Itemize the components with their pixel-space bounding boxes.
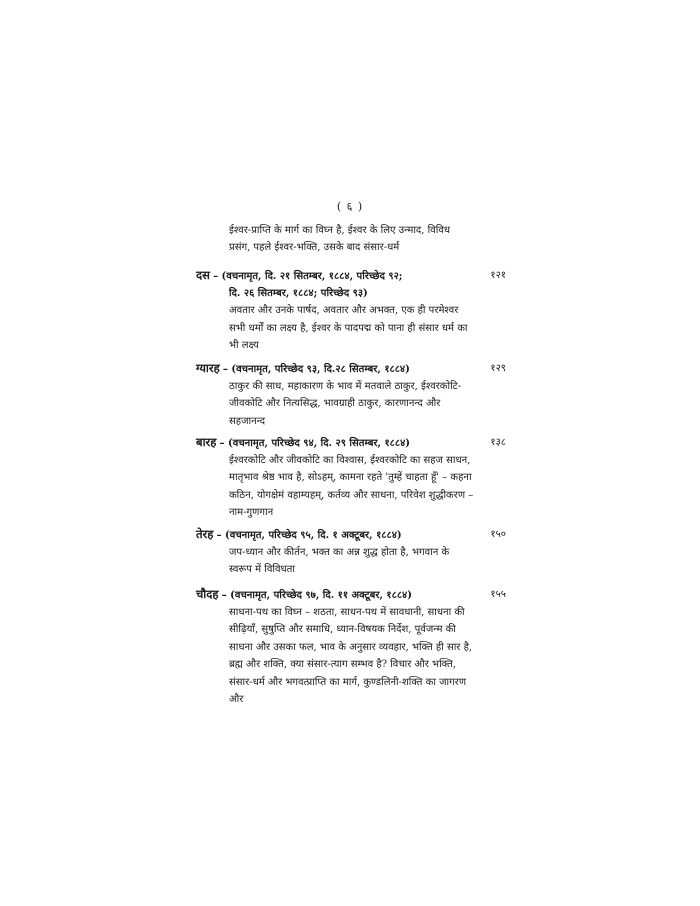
chapter-entry-10 (196, 267, 506, 355)
chapter-number: बारह (196, 435, 217, 449)
chapter-description: ईश्वरकोटि और जीवकोटि का विश्वास, ईश्वरकोटि का सहज साधन, मातृभाव श्रेष्ठ भाव है, सोऽहम्, कामना रहते 'तुम्हें चाहता हूँ' – कहना कठिन, योगक्षेमं वहाम्यहम्, कर्तव्य और साधना, परिवेश शुद्धीकरण – नाम-गुणगान (229, 454, 474, 518)
chapter-page-number: १५० (490, 529, 506, 540)
chapter-page-number: १२१ (490, 270, 506, 281)
chapter-description: अवतार और उनके पार्षद, अवतार और अभक्त, एक ही परमेश्वर सभी धर्मों का लक्ष्य है, ईश्वर के पादपद्म को पाना ही संसार धर्म का भी लक्ष्य (229, 305, 468, 351)
intro-paragraph: ईश्वर-प्राप्ति के मार्ग का विघ्न है, ईश्वर के लिए उन्माद, विविध प्रसंग, पहले ईश्वर-भक्ति, उसके बाद संसार-धर्म (229, 225, 451, 253)
chapter-heading (196, 267, 506, 285)
chapter-heading (196, 526, 506, 544)
chapter-reference: – (वचनामृत, परिच्छेद ९५, दि. १ अक्टूबर, १८८४) (216, 530, 402, 541)
chapter-description: जप-ध्यान और कीर्तन, भक्त का अन्न शुद्ध होता है, भगवान के स्वरूप में विविधता (229, 546, 450, 575)
chapter-number: दस (196, 268, 210, 282)
chapter-entry-11 (196, 360, 506, 430)
chapter-number: चौदह (196, 587, 219, 601)
chapter-heading (196, 586, 506, 604)
chapter-entry-14 (196, 586, 506, 709)
chapter-description: ठाकुर की साध, महाकारण के भाव में मतवाले ठाकुर, ईश्वरकोटि-जीवकोटि और नित्यसिद्ध, भावग्राही ठाकुर, कारणानन्द और सहजानन्द (229, 380, 462, 427)
chapter-page-number: १५५ (490, 589, 506, 600)
chapter-description: साधना-पथ का विघ्न – शठता, साधन-पथ में सावधानी, साधना की सीढ़ियाँ, सुषुप्ति और समाधि, ध्यान-विषयक निर्देश, पूर्वजन्म की साधना और उसका फल, भाव के अनुसार व्यवहार, भक्ति ही सार है, ब्रह्म और शक्ति, क्या संसार-त्याग सम्भव है? विचार और भक्ति, संसार-धर्म और भगवत्प्राप्ति का मार्ग, कुण्डलिनी-शक्ति का जागरण और (229, 606, 473, 705)
chapter-reference: – (वचनामृत, परिच्छेद ९३, दि.२८ सितम्बर, १८८४) (222, 364, 410, 375)
chapter-heading (196, 434, 506, 452)
chapter-number: तेरह (196, 527, 214, 541)
chapter-entry-13 (196, 526, 506, 579)
chapter-heading (196, 360, 506, 378)
chapter-page-number: १२९ (490, 363, 506, 374)
chapter-reference-continued: दि. २६ सितम्बर, १८८४; परिच्छेद ९३) (229, 287, 368, 299)
chapter-page-number: १३८ (490, 437, 506, 448)
chapter-number: ग्यारह (196, 361, 220, 375)
page-number: ( ६ ) (336, 200, 364, 213)
chapter-reference: – (वचनामृत, परिच्छेद ९४, दि. २९ सितम्बर, १८८४) (219, 438, 410, 449)
chapter-reference: – (वचनामृत, परिच्छेद ९७, दि. ११ अक्टूबर, १८८४) (221, 590, 412, 601)
chapter-reference: – (वचनामृत, दि. २१ सितम्बर, १८८४, परिच्छेद ९२; (213, 271, 403, 282)
chapter-entry-12 (196, 434, 506, 522)
